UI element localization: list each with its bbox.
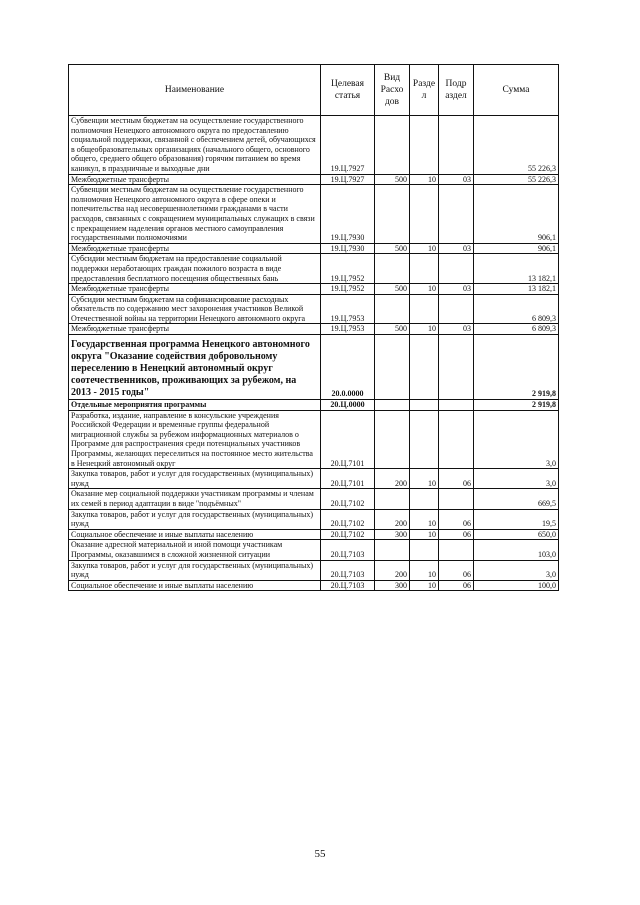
row-name-cell: Государственная программа Ненецкого автономного округа "Оказание содействия добровольному переселению в Ненецкий автономный округ соотечественников, проживающих за рубежом, на 2013 - 2015 годы" xyxy=(69,335,321,400)
row-sum-cell: 13 182,1 xyxy=(474,254,559,284)
row-target-article-cell: 20.Ц.7102 xyxy=(321,509,375,529)
table-row xyxy=(69,400,559,411)
row-subsection-cell xyxy=(439,294,474,324)
row-sum-cell: 3,0 xyxy=(474,560,559,580)
table-row xyxy=(69,469,559,489)
header-expense-type: Вид Расхо дов xyxy=(375,65,410,116)
row-sum-cell: 6 809,3 xyxy=(474,324,559,335)
row-subsection-cell: 06 xyxy=(439,560,474,580)
row-expense-type-cell xyxy=(375,489,410,509)
row-target-article-cell: 19.Ц.7927 xyxy=(321,116,375,175)
row-name-cell: Закупка товаров, работ и услуг для государственных (муниципальных) нужд xyxy=(69,560,321,580)
table-row xyxy=(69,324,559,335)
row-name-cell: Оказание мер социальной поддержки участникам программы и членам их семей в период адаптации в виде "подъёмных" xyxy=(69,489,321,509)
row-name-cell: Субвенции местным бюджетам на осуществление государственного полномочия Ненецкого автономного округа по предоставлению социальной поддержки, связанной с обеспечением детей, обучающихся в общеобразовательных организациях (начального общего, основного общего, среднего общего образования) горячим питанием во время каникул, в праздничные и выходные дни xyxy=(69,116,321,175)
row-name-cell: Субвенции местным бюджетам на осуществление государственного полномочия Ненецкого автономного округа в сфере опеки и попечительства над несовершеннолетними гражданами в части расходов, связанных с сокращением муниципальных служащих в связи с прекращением наделения органов местного самоуправления государственными полномочиями xyxy=(69,185,321,244)
table-row xyxy=(69,489,559,509)
table-row xyxy=(69,410,559,469)
table-row xyxy=(69,335,559,400)
row-sum-cell: 3,0 xyxy=(474,469,559,489)
page-number: 55 xyxy=(314,848,326,860)
table-row xyxy=(69,243,559,254)
row-target-article-cell: 20.Ц.7102 xyxy=(321,489,375,509)
header-target-article: Целевая статья xyxy=(321,65,375,116)
row-target-article-cell: 19.Ц.7953 xyxy=(321,324,375,335)
row-expense-type-cell xyxy=(375,410,410,469)
row-target-article-cell: 19.Ц.7953 xyxy=(321,294,375,324)
row-name-cell: Социальное обеспечение и иные выплаты населению xyxy=(69,580,321,591)
table-row xyxy=(69,185,559,244)
row-target-article-cell: 20.Ц.7101 xyxy=(321,469,375,489)
row-subsection-cell: 06 xyxy=(439,529,474,540)
table-row xyxy=(69,580,559,591)
row-target-article-cell: 20.Ц.7103 xyxy=(321,540,375,560)
table-row xyxy=(69,174,559,185)
row-section-cell: 10 xyxy=(410,243,439,254)
row-expense-type-cell xyxy=(375,294,410,324)
row-sum-cell: 19,5 xyxy=(474,509,559,529)
row-target-article-cell: 20.Ц.0000 xyxy=(321,400,375,411)
row-sum-cell: 906,1 xyxy=(474,185,559,244)
row-expense-type-cell xyxy=(375,400,410,411)
row-expense-type-cell: 300 xyxy=(375,580,410,591)
row-subsection-cell xyxy=(439,254,474,284)
row-target-article-cell: 20.Ц.7102 xyxy=(321,529,375,540)
row-sum-cell: 669,5 xyxy=(474,489,559,509)
row-name-cell: Социальное обеспечение и иные выплаты населению xyxy=(69,529,321,540)
row-expense-type-cell: 500 xyxy=(375,243,410,254)
row-section-cell: 10 xyxy=(410,529,439,540)
table-row xyxy=(69,284,559,295)
row-subsection-cell: 03 xyxy=(439,284,474,295)
row-subsection-cell xyxy=(439,410,474,469)
row-name-cell: Межбюджетные трансферты xyxy=(69,174,321,185)
row-name-cell: Закупка товаров, работ и услуг для государственных (муниципальных) нужд xyxy=(69,469,321,489)
row-subsection-cell: 03 xyxy=(439,324,474,335)
row-sum-cell: 100,0 xyxy=(474,580,559,591)
row-subsection-cell xyxy=(439,116,474,175)
table-row xyxy=(69,540,559,560)
table-row xyxy=(69,116,559,175)
table-row xyxy=(69,254,559,284)
table-header-row xyxy=(69,65,559,116)
row-sum-cell: 650,0 xyxy=(474,529,559,540)
header-sum: Сумма xyxy=(474,65,559,116)
row-expense-type-cell xyxy=(375,116,410,175)
row-expense-type-cell: 500 xyxy=(375,324,410,335)
row-expense-type-cell: 200 xyxy=(375,509,410,529)
row-target-article-cell: 20.Ц.7103 xyxy=(321,560,375,580)
row-name-cell: Межбюджетные трансферты xyxy=(69,324,321,335)
budget-table xyxy=(68,64,559,591)
row-section-cell: 10 xyxy=(410,580,439,591)
row-target-article-cell: 19.Ц.7952 xyxy=(321,284,375,295)
row-subsection-cell: 06 xyxy=(439,509,474,529)
row-subsection-cell xyxy=(439,489,474,509)
row-target-article-cell: 19.Ц.7927 xyxy=(321,174,375,185)
row-expense-type-cell: 300 xyxy=(375,529,410,540)
row-section-cell: 10 xyxy=(410,509,439,529)
row-subsection-cell xyxy=(439,185,474,244)
row-expense-type-cell: 200 xyxy=(375,560,410,580)
row-target-article-cell: 20.0.0000 xyxy=(321,335,375,400)
row-expense-type-cell: 500 xyxy=(375,174,410,185)
row-subsection-cell: 06 xyxy=(439,469,474,489)
header-subsection: Подр аздел xyxy=(439,65,474,116)
row-sum-cell: 6 809,3 xyxy=(474,294,559,324)
header-name: Наименование xyxy=(69,65,321,116)
row-target-article-cell: 20.Ц.7101 xyxy=(321,410,375,469)
row-section-cell xyxy=(410,489,439,509)
row-section-cell: 10 xyxy=(410,174,439,185)
row-section-cell: 10 xyxy=(410,324,439,335)
header-section: Разде л xyxy=(410,65,439,116)
row-target-article-cell: 19.Ц.7930 xyxy=(321,185,375,244)
row-sum-cell: 2 919,8 xyxy=(474,400,559,411)
row-name-cell: Субсидии местным бюджетам на предоставление социальной поддержки неработающих граждан пожилого возраста в виде предоставления бесплатного посещения общественных бань xyxy=(69,254,321,284)
table-row xyxy=(69,294,559,324)
row-section-cell: 10 xyxy=(410,469,439,489)
row-name-cell: Отдельные мероприятия программы xyxy=(69,400,321,411)
row-name-cell: Межбюджетные трансферты xyxy=(69,243,321,254)
row-sum-cell: 55 226,3 xyxy=(474,116,559,175)
row-expense-type-cell: 200 xyxy=(375,469,410,489)
row-target-article-cell: 20.Ц.7103 xyxy=(321,580,375,591)
row-sum-cell: 3,0 xyxy=(474,410,559,469)
row-sum-cell: 55 226,3 xyxy=(474,174,559,185)
row-section-cell: 10 xyxy=(410,284,439,295)
row-expense-type-cell xyxy=(375,540,410,560)
row-section-cell xyxy=(410,254,439,284)
row-name-cell: Разработка, издание, направление в консульские учреждения Российской Федерации и временные группы федеральной миграционной службы за рубежом информационных материалов о Программе для распространения среди потенциальных участников Программы, желающих переселиться на постоянное место жительства в Ненецкий автономный округ xyxy=(69,410,321,469)
row-name-cell: Субсидии местным бюджетам на софинансирование расходных обязательств по содержанию мест захоронения участников Великой Отечественной войны на территории Ненецкого автономного округа xyxy=(69,294,321,324)
row-subsection-cell: 03 xyxy=(439,243,474,254)
row-subsection-cell: 06 xyxy=(439,580,474,591)
row-section-cell: 10 xyxy=(410,560,439,580)
table-body xyxy=(69,116,559,591)
row-target-article-cell: 19.Ц.7952 xyxy=(321,254,375,284)
row-name-cell: Межбюджетные трансферты xyxy=(69,284,321,295)
row-expense-type-cell xyxy=(375,254,410,284)
row-name-cell: Закупка товаров, работ и услуг для государственных (муниципальных) нужд xyxy=(69,509,321,529)
table-row xyxy=(69,560,559,580)
row-section-cell xyxy=(410,116,439,175)
row-section-cell xyxy=(410,294,439,324)
row-subsection-cell xyxy=(439,400,474,411)
row-name-cell: Оказание адресной материальной и иной помощи участникам Программы, оказавшимся в сложной жизненной ситуации xyxy=(69,540,321,560)
row-sum-cell: 103,0 xyxy=(474,540,559,560)
row-subsection-cell xyxy=(439,335,474,400)
row-expense-type-cell: 500 xyxy=(375,284,410,295)
row-sum-cell: 13 182,1 xyxy=(474,284,559,295)
row-section-cell xyxy=(410,185,439,244)
row-subsection-cell xyxy=(439,540,474,560)
table-row xyxy=(69,509,559,529)
table-row xyxy=(69,529,559,540)
row-expense-type-cell xyxy=(375,335,410,400)
row-target-article-cell: 19.Ц.7930 xyxy=(321,243,375,254)
row-expense-type-cell xyxy=(375,185,410,244)
row-section-cell xyxy=(410,400,439,411)
row-section-cell xyxy=(410,540,439,560)
row-sum-cell: 906,1 xyxy=(474,243,559,254)
row-sum-cell: 2 919,8 xyxy=(474,335,559,400)
row-subsection-cell: 03 xyxy=(439,174,474,185)
row-section-cell xyxy=(410,335,439,400)
row-section-cell xyxy=(410,410,439,469)
